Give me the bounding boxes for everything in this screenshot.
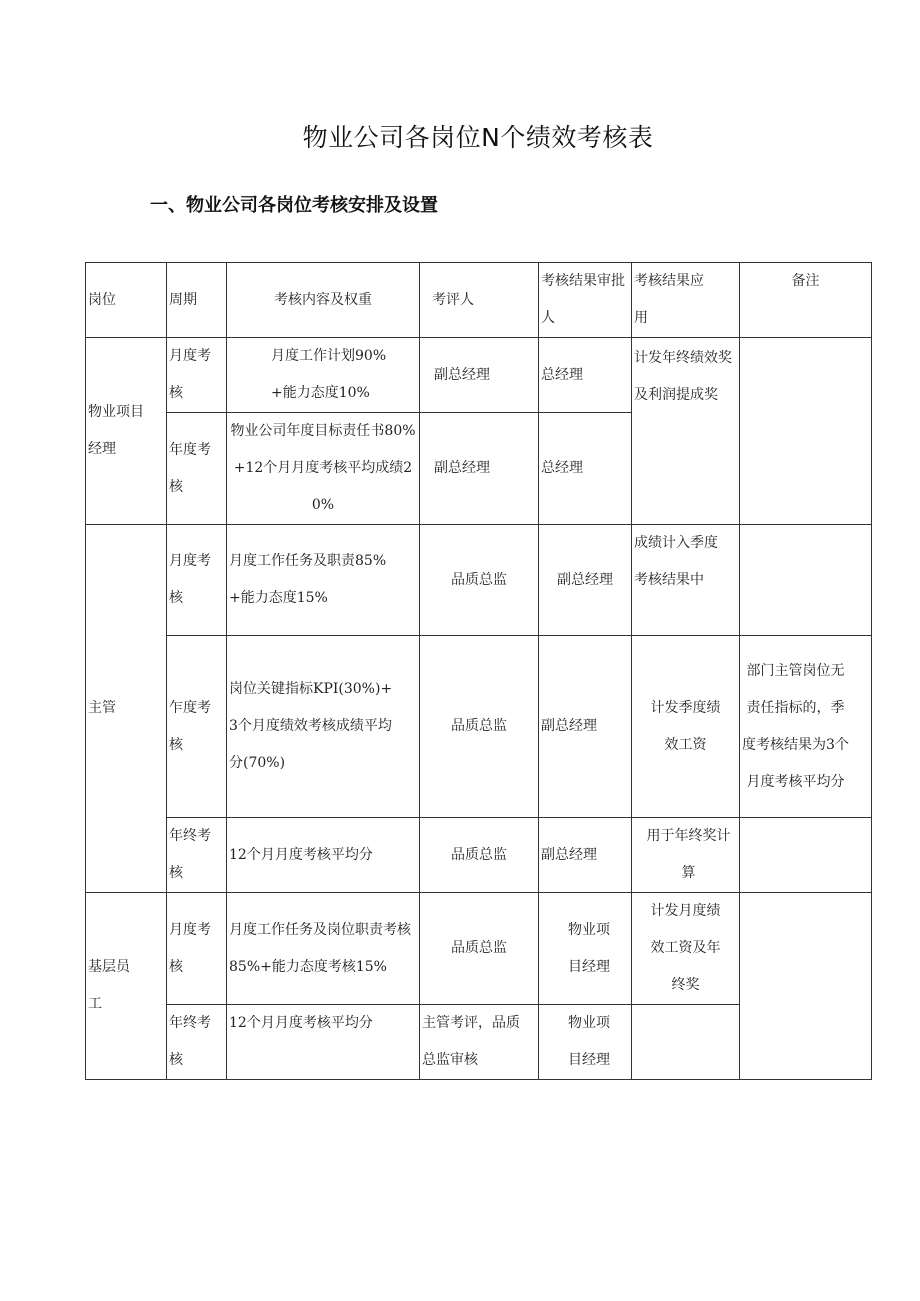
period-cell: 月度考核 [167,338,227,413]
period-cell: 年度考核 [167,413,227,525]
application-cell: 计发季度绩效工资 [632,636,740,818]
approver-cell: 物业项目经理 [539,893,632,1005]
section-heading: 一、物业公司各岗位考核安排及设置 [150,195,438,216]
header-period: 周期 [167,263,227,338]
content-cell: 物业公司年度目标责任书80%+12个月月度考核平均成绩20% [227,413,420,525]
header-approver: 考核结果审批人 [539,263,632,338]
page-title: 物业公司各岗位N个绩效考核表 [302,123,654,152]
application-cell: 计发年终绩效奖及利润提成奖 [632,338,740,525]
application-cell [632,1005,740,1080]
evaluator-cell: 品质总监 [420,893,539,1005]
table-row [86,818,872,893]
evaluator-cell: 主管考评，品质总监审核 [420,1005,539,1080]
approver-cell: 副总经理 [539,636,632,818]
remark-cell [740,525,872,636]
evaluator-cell: 副总经理 [420,338,539,413]
evaluator-cell: 品质总监 [420,636,539,818]
content-cell: 12个月月度考核平均分 [227,818,420,893]
header-position: 岗位 [86,263,167,338]
approver-cell: 总经理 [539,338,632,413]
position-cell: 基层员工 [86,893,167,1080]
position-cell: 物业项目经理 [86,338,167,525]
header-evaluator: 考评人 [420,263,539,338]
header-remark: 备注 [740,263,872,338]
evaluator-cell: 副总经理 [420,413,539,525]
table-row [86,893,872,1005]
content-cell: 12个月月度考核平均分 [227,1005,420,1080]
content-cell: 月度工作任务及职责85%+能力态度15% [227,525,420,636]
period-cell: 月度考核 [167,525,227,636]
application-cell: 成绩计入季度考核结果中 [632,525,740,636]
approver-cell: 物业项目经理 [539,1005,632,1080]
position-cell: 主管 [86,525,167,893]
remark-cell [740,893,872,1080]
content-cell: 月度工作任务及岗位职责考核85%+能力态度考核15% [227,893,420,1005]
period-cell: 年终考核 [167,1005,227,1080]
table-row [86,636,872,818]
evaluator-cell: 品质总监 [420,525,539,636]
remark-cell [740,338,872,525]
content-cell: 岗位关键指标KPI(30%)+3个月度绩效考核成绩平均分(70%) [227,636,420,818]
period-cell: 年终考核 [167,818,227,893]
application-cell: 计发月度绩效工资及年终奖 [632,893,740,1005]
period-cell: 月度考核 [167,893,227,1005]
application-cell: 用于年终奖计算 [632,818,740,893]
period-cell: 乍度考核 [167,636,227,818]
evaluator-cell: 品质总监 [420,818,539,893]
remark-cell: 部门主管岗位无责任指标的，季度考核结果为3个月度考核平均分 [740,636,872,818]
header-application: 考核结果应用 [632,263,740,338]
approver-cell: 副总经理 [539,525,632,636]
approver-cell: 副总经理 [539,818,632,893]
content-cell: 月度工作计划90%+能力态度10% [227,338,420,413]
remark-cell [740,818,872,893]
appraisal-table [85,262,872,1080]
header-content: 考核内容及权重 [227,263,420,338]
header-row [86,263,872,338]
approver-cell: 总经理 [539,413,632,525]
table-row [86,338,872,413]
table-row [86,525,872,636]
